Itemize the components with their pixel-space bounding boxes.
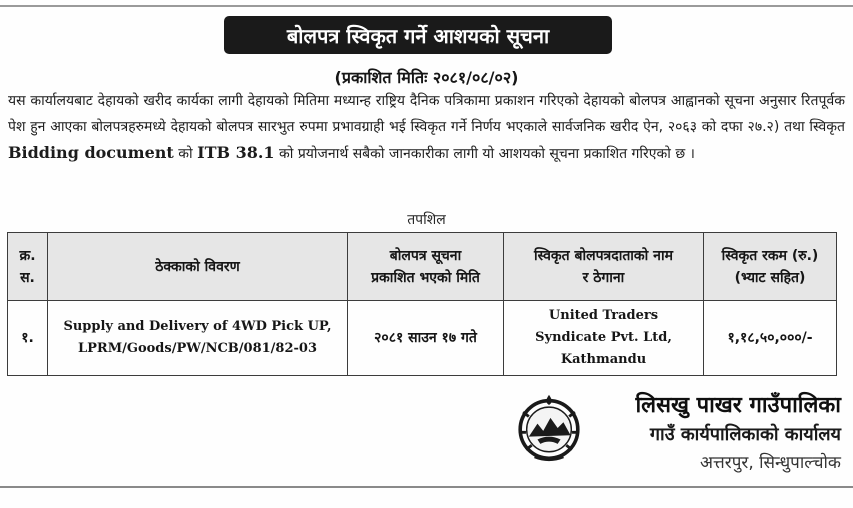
notice-body	[8, 88, 845, 167]
table-header-row	[8, 233, 837, 301]
body-bold-bidding-document: Bidding document	[8, 143, 174, 162]
body-text-2: को	[173, 146, 198, 162]
header-serial: क्र. स.	[8, 233, 48, 301]
table-row	[8, 301, 837, 376]
body-text-3: को प्रयोजनार्थ सबैको जानकारीका लागी यो आशयको सूचना प्रकाशित गरिएको छ ।	[274, 146, 695, 162]
body-text-1: यस कार्यालयबाट देहायको खरीद कार्यका लागी देहायको मितिमा मध्यान्ह राष्ट्रिय दैनिक पत्रिकामा प्रकाशन गरिएको देहायको बोलपत्र आह्वानको सूचना अनुसार रितपूर्वक पेश हुन आएका बोलपत्रहरुमध्ये देहायको बोलपत्र सारभुत रुपमा प्रभावग्राही भई स्विकृत गर्ने निर्णय भएकाले सार्वजनिक खरीद ऐन, २०६३ को दफा २७.२) तथा स्विकृत	[8, 93, 845, 135]
header-description: ठेक्काको विवरण	[48, 233, 348, 301]
schedule-label: तपशिल	[407, 212, 446, 228]
cell-notice-date: २०८१ साउन १७ गते	[348, 301, 504, 376]
issuer-office: गाउँ कार्यपालिकाको कार्यालय	[649, 424, 841, 445]
cell-bidder: United Traders Syndicate Pvt. Ltd, Kathmandu	[504, 301, 704, 376]
cell-serial: १.	[8, 301, 48, 376]
cell-description: Supply and Delivery of 4WD Pick UP, LPRM/Goods/PW/NCB/081/82-03	[48, 301, 348, 376]
body-bold-itb: ITB 38.1	[197, 143, 275, 162]
header-amount: स्विकृत रकम (रु.) (भ्याट सहित)	[704, 233, 837, 301]
header-notice-date: बोलपत्र सूचना प्रकाशित भएको मिति	[348, 233, 504, 301]
top-divider	[0, 5, 853, 7]
issuer-address: अत्तरपुर, सिन्धुपाल्चोक	[700, 453, 841, 473]
bid-table	[7, 232, 837, 376]
notice-title: बोलपत्र स्विकृत गर्ने आशयको सूचना	[224, 16, 612, 54]
published-date: (प्रकाशित मितिः २०८१/०८/०२)	[334, 68, 519, 87]
cell-amount: १,१८,५०,०००/-	[704, 301, 837, 376]
header-bidder: स्विकृत बोलपत्रदाताको नाम र ठेगाना	[504, 233, 704, 301]
issuer-name: लिसखु पाखर गाउँपालिका	[635, 393, 841, 418]
nepal-emblem-icon	[512, 392, 586, 464]
bottom-divider	[0, 486, 853, 488]
